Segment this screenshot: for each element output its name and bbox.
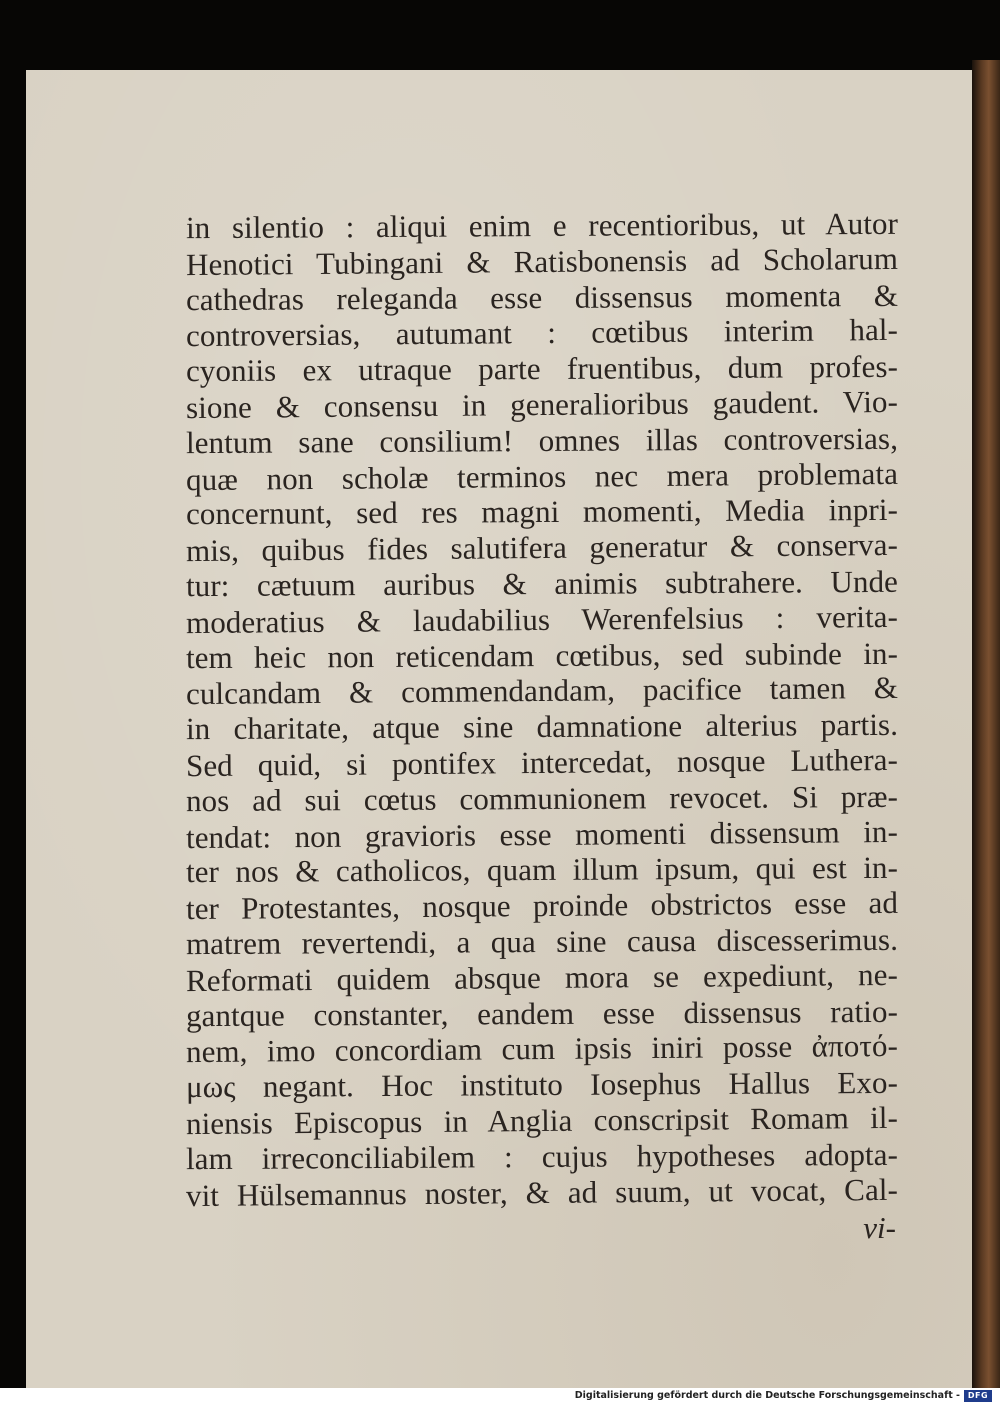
text-line: in charitate, atque sine damnatione alterius partis. bbox=[185, 706, 899, 747]
text-line: moderatius & laudabilius Werenfelsius : verita- bbox=[185, 598, 899, 640]
text-line: in silentio : aliqui enim e recentioribus, ut Autor bbox=[185, 205, 899, 246]
text-line: μως negant. Hoc instituto Iosephus Hallus Exo- bbox=[185, 1064, 899, 1105]
text-line: tem heic non reticendam cœtibus, sed subinde in- bbox=[185, 635, 899, 675]
text-line: vit Hülsemannus noster, & ad suum, ut vocat, Cal- bbox=[185, 1171, 899, 1213]
text-line: cyoniis ex utraque parte fruentibus, dum profes- bbox=[185, 349, 899, 389]
text-line: nos ad sui cœtus communionem revocet. Si præ- bbox=[185, 778, 899, 818]
book-edge bbox=[972, 60, 1000, 1388]
text-line: lam irreconciliabilem : cujus hypotheses adopta- bbox=[185, 1136, 899, 1176]
text-line: Reformati quidem absque mora se expediunt, ne- bbox=[185, 956, 899, 998]
text-line: Henotici Tubingani & Ratisbonensis ad Scholarum bbox=[185, 240, 899, 282]
text-line: controversias, autumant : cœtibus interim hal- bbox=[185, 312, 899, 354]
text-line: niensis Episcopus in Anglia conscripsit Romam il- bbox=[185, 1099, 899, 1142]
credit-bar bbox=[0, 1388, 1000, 1404]
text-line: sione & consensu in generalioribus gaudent. Vio- bbox=[185, 383, 899, 426]
text-line: Sed quid, si pontifex intercedat, nosque Luthera- bbox=[185, 741, 899, 784]
text-line: gantque constanter, eandem esse dissensus ratio- bbox=[185, 993, 899, 1033]
dfg-logo: DFG bbox=[964, 1390, 992, 1402]
text-line: tur: cætuum auribus & animis subtrahere. Unde bbox=[185, 563, 899, 604]
text-line: ter Protestantes, nosque proinde obstrictos esse ad bbox=[185, 885, 899, 927]
book-page bbox=[26, 70, 975, 1388]
catchword: vi- bbox=[863, 1210, 896, 1246]
text-line: quæ non scholæ terminos nec mera problemata bbox=[185, 455, 899, 497]
text-line: concernunt, sed res magni momenti, Media inpri- bbox=[185, 492, 899, 532]
text-line: lentum sane consilium! omnes illas controversias, bbox=[185, 420, 899, 460]
text-line: matrem revertendi, a qua sine causa discesserimus. bbox=[185, 921, 899, 962]
text-line: culcandam & commendandam, pacifice tamen & bbox=[185, 670, 899, 712]
page-text bbox=[185, 205, 899, 1288]
text-line: cathedras releganda esse dissensus momenta & bbox=[185, 277, 899, 317]
text-line: nem, imo concordiam cum ipsis iniri posse ἀποτό- bbox=[185, 1028, 899, 1070]
funding-credit: Digitalisierung gefördert durch die Deutsche Forschungsgemeinschaft - bbox=[574, 1390, 960, 1401]
text-line: mis, quibus fides salutifera generatur & conserva- bbox=[185, 527, 899, 569]
text-line: ter nos & catholicos, quam illum ipsum, qui est in- bbox=[185, 850, 899, 890]
text-line: tendat: non gravioris esse momenti dissensum in- bbox=[185, 813, 899, 855]
